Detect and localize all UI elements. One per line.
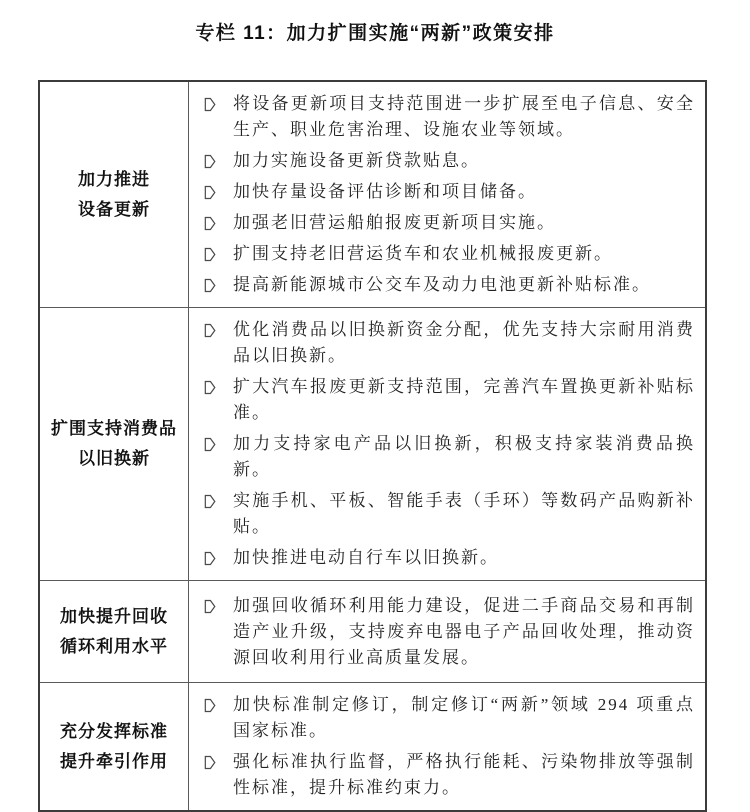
row-header-line: 提升牵引作用 <box>60 751 168 771</box>
list-item <box>202 148 695 174</box>
list-item <box>202 431 695 483</box>
row-header-line: 以旧换新 <box>78 449 150 468</box>
hollow-right-arrow-icon <box>203 494 216 509</box>
list-item <box>202 91 695 143</box>
list-item <box>202 272 695 298</box>
list-item-text: 加快推进电动自行车以旧换新。 <box>233 548 499 567</box>
hollow-right-arrow-icon <box>203 599 216 614</box>
hollow-right-arrow-icon <box>203 154 216 169</box>
row-items <box>189 82 705 307</box>
list-item <box>202 179 695 205</box>
table-row <box>40 580 705 682</box>
list-item <box>202 488 695 540</box>
hollow-right-arrow-icon <box>203 247 216 262</box>
row-header <box>40 82 189 307</box>
document-page <box>0 18 750 797</box>
row-items <box>189 683 705 810</box>
list-item-text: 加快存量设备评估诊断和项目储备。 <box>233 182 537 201</box>
page-title: 专栏 11：加力扩围实施“两新”政策安排 <box>195 23 555 44</box>
row-items <box>189 581 705 682</box>
table-row <box>40 682 705 810</box>
list-item <box>202 692 695 744</box>
hollow-right-arrow-icon <box>203 216 216 231</box>
list-item <box>202 545 695 571</box>
list-item-text: 加力支持家电产品以旧换新，积极支持家装消费品换新。 <box>233 434 695 479</box>
row-header-line: 充分发挥标准 <box>60 721 168 741</box>
list-item-text: 扩大汽车报废更新支持范围，完善汽车置换更新补贴标准。 <box>233 377 695 422</box>
table-row <box>40 307 705 580</box>
hollow-right-arrow-icon <box>203 698 216 713</box>
row-items <box>189 308 705 580</box>
hollow-right-arrow-icon <box>203 437 216 452</box>
list-item-text: 将设备更新项目支持范围进一步扩展至电子信息、安全生产、职业危害治理、设施农业等领域。 <box>233 94 695 139</box>
row-header-line: 循环利用水平 <box>60 636 168 656</box>
hollow-right-arrow-icon <box>203 278 216 293</box>
list-item-text: 提高新能源城市公交车及动力电池更新补贴标准。 <box>233 275 651 294</box>
list-item <box>202 749 695 801</box>
hollow-right-arrow-icon <box>203 97 216 112</box>
table-row <box>40 82 705 307</box>
row-header-line: 加力推进 <box>78 169 150 189</box>
hollow-right-arrow-icon <box>203 323 216 338</box>
list-item <box>202 210 695 236</box>
list-item-text: 扩围支持老旧营运货车和农业机械报废更新。 <box>233 244 613 263</box>
hollow-right-arrow-icon <box>203 551 216 566</box>
hollow-right-arrow-icon <box>203 185 216 200</box>
row-header-line: 设备更新 <box>78 199 150 219</box>
list-item <box>202 374 695 426</box>
hollow-right-arrow-icon <box>203 755 216 770</box>
row-header-line: 扩围支持消费品 <box>51 419 177 438</box>
list-item-text: 优化消费品以旧换新资金分配，优先支持大宗耐用消费品以旧换新。 <box>233 320 695 365</box>
list-item-text: 强化标准执行监督，严格执行能耗、污染物排放等强制性标准，提升标准约束力。 <box>233 752 695 797</box>
row-header <box>40 308 189 580</box>
list-item-text: 实施手机、平板、智能手表（手环）等数码产品购新补贴。 <box>233 491 695 536</box>
list-item <box>202 593 695 671</box>
list-item-text: 加强回收循环利用能力建设，促进二手商品交易和再制造产业升级，支持废弃电器电子产品回收处理，推动资源回收利用行业高质量发展。 <box>233 595 695 667</box>
row-header <box>40 683 189 810</box>
hollow-right-arrow-icon <box>203 380 216 395</box>
list-item <box>202 317 695 369</box>
list-item-text: 加快标准制定修订，制定修订“两新”领域 294 项重点国家标准。 <box>233 695 695 740</box>
row-header <box>40 581 189 682</box>
policy-table <box>38 80 707 812</box>
list-item <box>202 241 695 267</box>
list-item-text: 加力实施设备更新贷款贴息。 <box>233 151 480 170</box>
row-header-line: 加快提升回收 <box>60 606 168 626</box>
list-item-text: 加强老旧营运船舶报废更新项目实施。 <box>233 213 556 232</box>
